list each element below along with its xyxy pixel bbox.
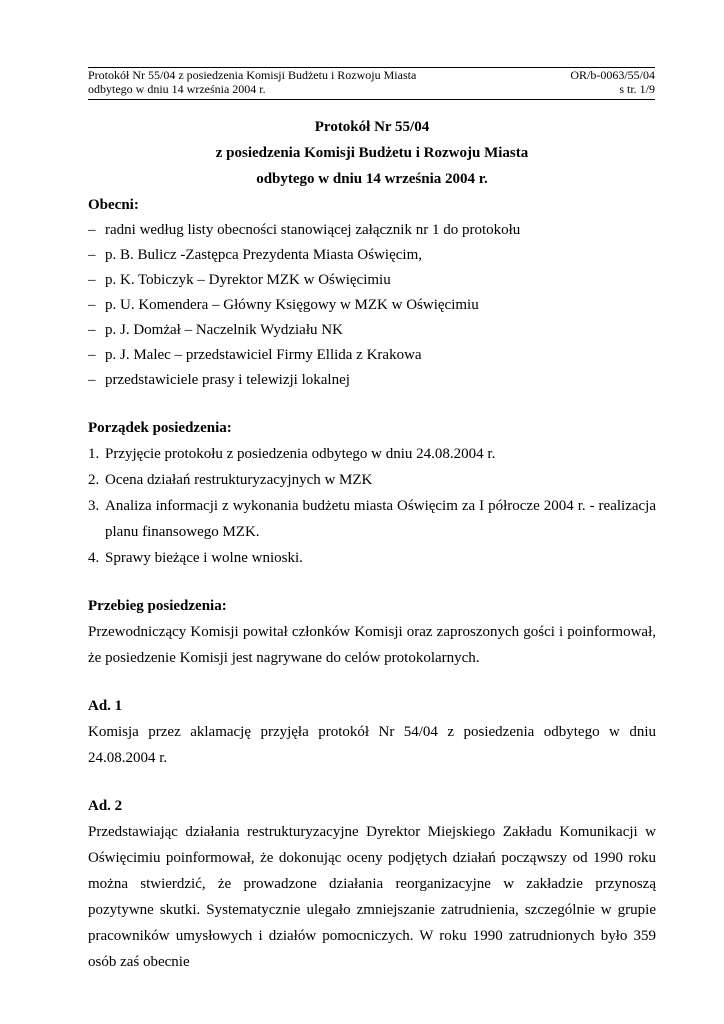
- attendee-item: [88, 268, 656, 293]
- attendee-item: [88, 243, 656, 268]
- attendee-text: przedstawiciele prasy i telewizji lokalnej: [105, 372, 350, 388]
- agenda-heading: Porządek posiedzenia:: [88, 420, 232, 436]
- doc-title-line2: z posiedzenia Komisji Budżetu i Rozwoju Miasta: [215, 145, 529, 161]
- attendee-text: p. J. Malec – przedstawiciel Firmy Ellida z Krakowa: [105, 347, 422, 363]
- attendee-text: p. B. Bulicz -Zastępca Prezydenta Miasta Oświęcim,: [105, 247, 422, 263]
- header-left-line1: Protokół Nr 55/04 z posiedzenia Komisji Budżetu i Rozwoju Miasta: [88, 68, 417, 82]
- dash-marker: –: [88, 297, 96, 313]
- dash-marker: –: [88, 222, 96, 238]
- header-row-2: [88, 82, 655, 96]
- dash-marker: –: [88, 347, 96, 363]
- proceedings-text: Przewodniczący Komisji powitał członków Komisji oraz zaproszonych gości i poinformował, że posiedzenie Komisji jest nagrywane do celów protokolarnych.: [88, 624, 656, 666]
- dash-marker: –: [88, 247, 96, 263]
- header-rule-bottom: [88, 99, 655, 100]
- agenda-item: [88, 545, 656, 571]
- header-right-line1: OR/b-0063/55/04: [570, 68, 655, 82]
- doc-title-line3: odbytego w dniu 14 września 2004 r.: [256, 171, 488, 187]
- attendee-text: radni według listy obecności stanowiącej załącznik nr 1 do protokołu: [105, 222, 521, 238]
- attendee-text: p. U. Komendera – Główny Księgowy w MZK w Oświęcimiu: [105, 297, 479, 313]
- agenda-text: Przyjęcie protokołu z posiedzenia odbytego w dniu 24.08.2004 r.: [105, 446, 496, 462]
- agenda-text: Sprawy bieżące i wolne wnioski.: [105, 550, 303, 566]
- agenda-number: 3.: [88, 498, 100, 514]
- spacer: [88, 771, 656, 793]
- agenda-text: Analiza informacji z wykonania budżetu miasta Oświęcim za I półrocze 2004 r. - realizacja planu finansowego MZK.: [105, 498, 656, 540]
- page-header: [88, 68, 655, 96]
- header-right-line2: s tr. 1/9: [619, 82, 655, 96]
- spacer: [88, 393, 656, 415]
- agenda-list: [88, 441, 656, 571]
- ad1-text: Komisja przez aklamację przyjęła protokół Nr 54/04 z posiedzenia odbytego w dniu 24.08.2004 r.: [88, 724, 656, 766]
- agenda-number: 4.: [88, 550, 100, 566]
- attendee-text: p. K. Tobiczyk – Dyrektor MZK w Oświęcimiu: [105, 272, 391, 288]
- agenda-item: [88, 441, 656, 467]
- dash-marker: –: [88, 372, 96, 388]
- agenda-item: [88, 467, 656, 493]
- spacer: [88, 671, 656, 693]
- agenda-text: Ocena działań restrukturyzacyjnych w MZK: [105, 472, 373, 488]
- header-row-1: [88, 68, 655, 82]
- attendee-text: p. J. Domżał – Naczelnik Wydziału NK: [105, 322, 343, 338]
- document-body: [88, 114, 656, 975]
- attendee-item: [88, 318, 656, 343]
- agenda-item: [88, 493, 656, 545]
- doc-title-line1: Protokół Nr 55/04: [314, 119, 430, 135]
- ad2-text: Przedstawiając działania restrukturyzacyjne Dyrektor Miejskiego Zakładu Komunikacji w Oświęcimiu poinformował, że dokonując oceny podjętych działań począwszy od 1990 roku można stwierdzić, że prowadzone działania reorganizacyjne w zakładzie przynoszą pozytywne skutki. Systematycznie ulegało zmniejszanie zatrudnienia, szczególnie w grupie pracowników umysłowych i działów pomocniczych. W roku 1990 zatrudnionych było 359 osób zaś obecnie: [88, 824, 656, 970]
- ad2-heading: Ad. 2: [88, 798, 123, 814]
- header-left-line2: odbytego w dniu 14 września 2004 r.: [88, 82, 266, 96]
- dash-marker: –: [88, 322, 96, 338]
- agenda-number: 1.: [88, 446, 100, 462]
- agenda-number: 2.: [88, 472, 100, 488]
- attendee-item: [88, 218, 656, 243]
- dash-marker: –: [88, 272, 96, 288]
- spacer: [88, 571, 656, 593]
- attendee-item: [88, 368, 656, 393]
- ad1-heading: Ad. 1: [88, 698, 123, 714]
- attendee-item: [88, 293, 656, 318]
- attendees-heading: Obecni:: [88, 197, 139, 213]
- attendee-item: [88, 343, 656, 368]
- attendees-list: [88, 218, 656, 393]
- proceedings-heading: Przebieg posiedzenia:: [88, 598, 227, 614]
